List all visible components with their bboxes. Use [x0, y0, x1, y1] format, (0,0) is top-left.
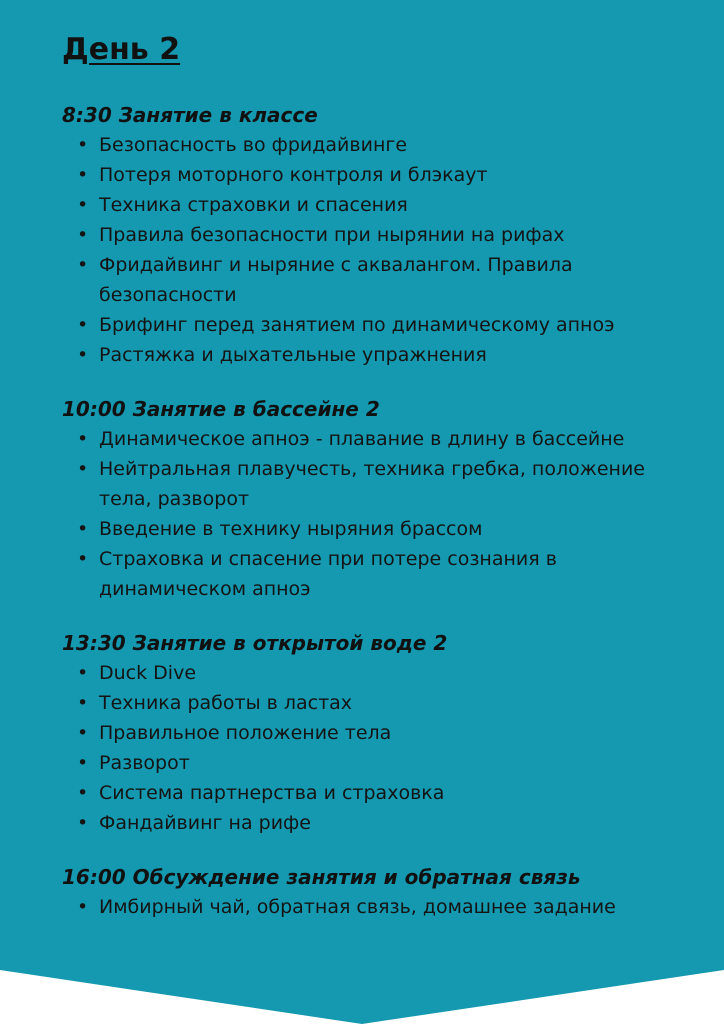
schedule-section-pool: [62, 394, 702, 604]
bullet-icon: •: [77, 662, 89, 684]
bullet-icon: •: [77, 782, 89, 804]
bullet-icon: •: [77, 194, 89, 216]
bullet-icon: •: [77, 458, 89, 480]
bullet-icon: •: [77, 518, 89, 540]
list-item: [62, 220, 702, 250]
bullet-icon: •: [77, 548, 89, 570]
list-item: [62, 424, 702, 454]
list-item: [62, 340, 702, 370]
bullet-icon: •: [77, 254, 89, 276]
list-item-text: Растяжка и дыхательные упражнения: [99, 344, 487, 366]
list-item-text: Разворот: [99, 752, 190, 774]
list-item-text: Правильное положение тела: [99, 722, 392, 744]
list-item-text: Правила безопасности при нырянии на рифах: [99, 224, 565, 246]
bullet-icon: •: [77, 428, 89, 450]
section-heading: 13:30 Занятие в открытой воде 2: [62, 631, 448, 655]
list-item: [62, 454, 702, 514]
list-item: [62, 748, 702, 778]
section-item-list: [62, 424, 702, 604]
bullet-icon: •: [77, 812, 89, 834]
list-item-text: Динамическое апноэ - плавание в длину в бассейне: [99, 428, 625, 450]
schedule-document: [62, 30, 702, 922]
list-item: [62, 778, 702, 808]
list-item: [62, 310, 702, 340]
list-item-text: Техника страховки и спасения: [99, 194, 408, 216]
list-item: [62, 892, 702, 922]
list-item-text: Брифинг перед занятием по динамическому апноэ: [99, 314, 615, 336]
bullet-icon: •: [77, 134, 89, 156]
bullet-icon: •: [77, 692, 89, 714]
section-item-list: [62, 658, 702, 838]
bullet-icon: •: [77, 752, 89, 774]
list-item-text: Нейтральная плавучесть, техника гребка, положение тела, разворот: [99, 458, 645, 510]
list-item-text: Фридайвинг и ныряние с аквалангом. Правила безопасности: [99, 254, 573, 306]
bullet-icon: •: [77, 344, 89, 366]
list-item: [62, 130, 702, 160]
list-item-text: Страховка и спасение при потере сознания в динамическом апноэ: [99, 548, 557, 600]
list-item-text: Duck Dive: [99, 662, 197, 684]
section-heading: 10:00 Занятие в бассейне 2: [62, 397, 380, 421]
list-item-text: Безопасность во фридайвинге: [99, 134, 408, 156]
section-item-list: [62, 130, 702, 370]
page-title: День 2: [62, 32, 181, 67]
bullet-icon: •: [77, 224, 89, 246]
list-item: [62, 160, 702, 190]
bullet-icon: •: [77, 314, 89, 336]
bullet-icon: •: [77, 896, 89, 918]
section-item-list: [62, 892, 702, 922]
list-item: [62, 688, 702, 718]
bullet-icon: •: [77, 164, 89, 186]
list-item: [62, 250, 702, 310]
list-item: [62, 718, 702, 748]
list-item: [62, 514, 702, 544]
schedule-section-debrief: [62, 862, 702, 922]
list-item-text: Техника работы в ластах: [99, 692, 353, 714]
list-item: [62, 658, 702, 688]
section-heading: 16:00 Обсуждение занятия и обратная связь: [62, 865, 581, 889]
list-item-text: Имбирный чай, обратная связь, домашнее задание: [99, 896, 616, 918]
list-item: [62, 190, 702, 220]
schedule-section-open-water: [62, 628, 702, 838]
list-item-text: Фандайвинг на рифе: [99, 812, 311, 834]
list-item-text: Введение в технику ныряния брассом: [99, 518, 483, 540]
list-item-text: Потеря моторного контроля и блэкаут: [99, 164, 488, 186]
bullet-icon: •: [77, 722, 89, 744]
section-heading: 8:30 Занятие в классе: [62, 103, 318, 127]
list-item: [62, 808, 702, 838]
list-item: [62, 544, 702, 604]
schedule-section-class: [62, 100, 702, 370]
list-item-text: Система партнерства и страховка: [99, 782, 445, 804]
